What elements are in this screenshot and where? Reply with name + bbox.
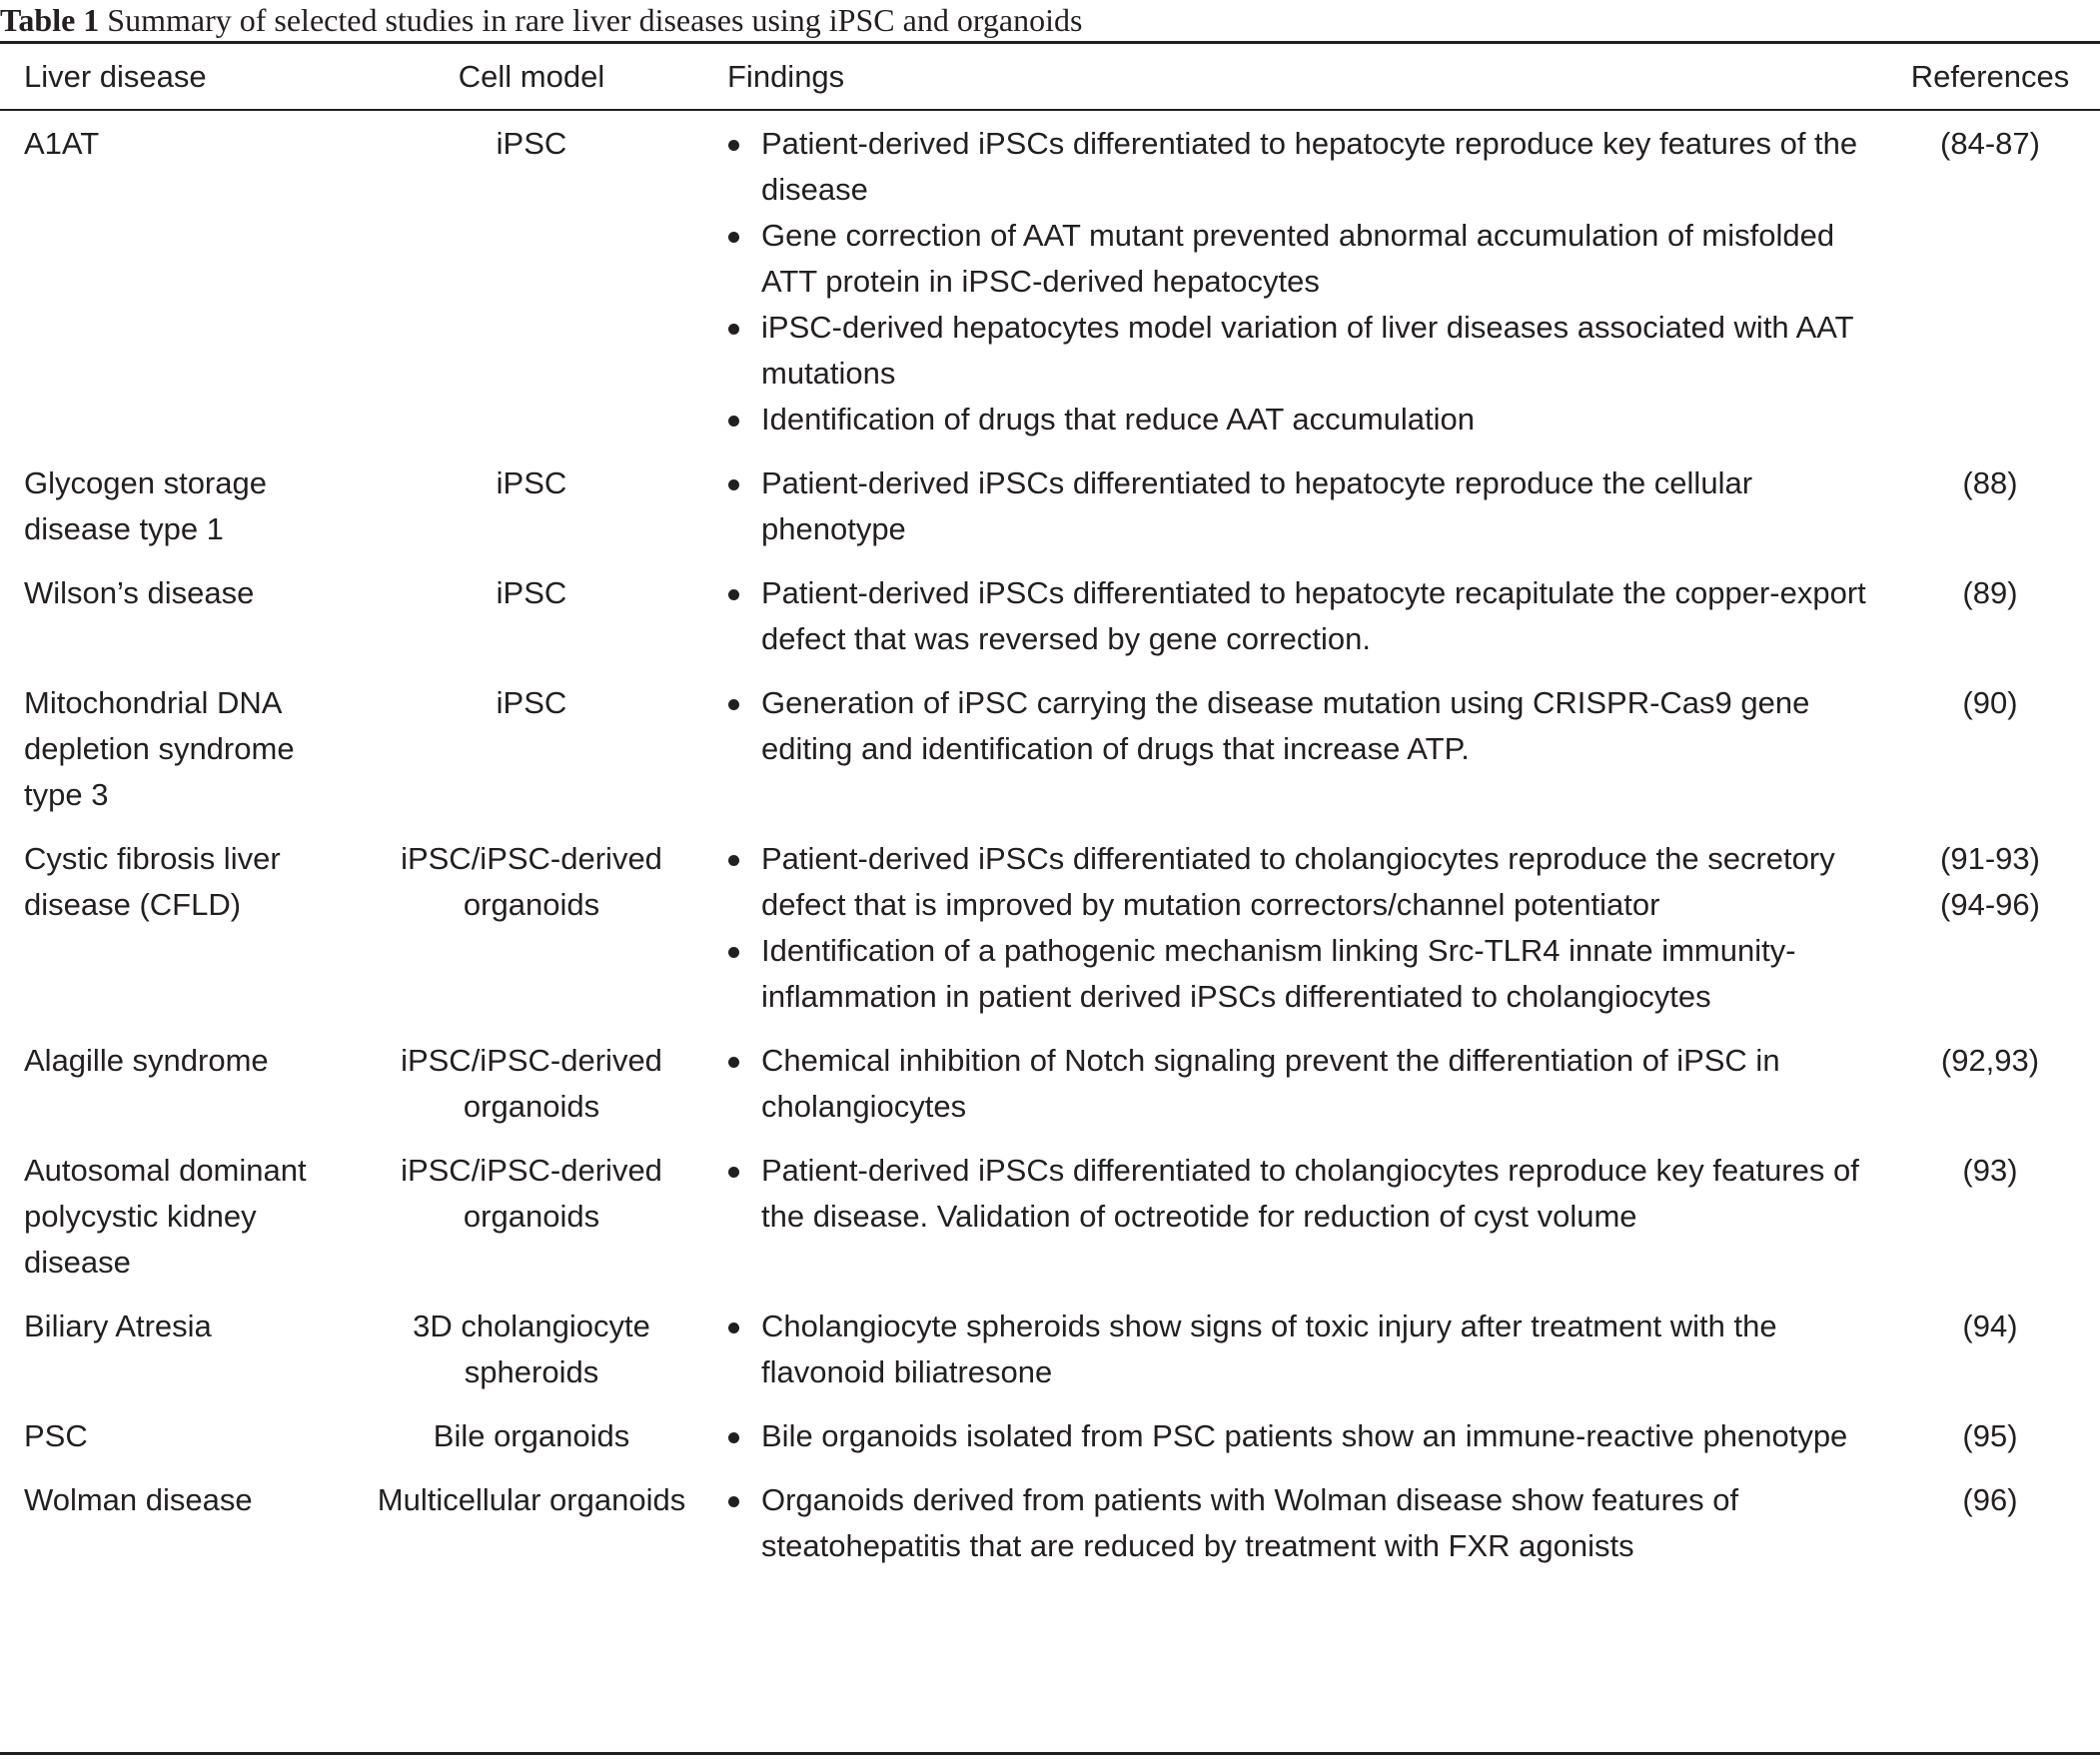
bullet-icon (728, 232, 739, 243)
references-cell (1880, 680, 2100, 726)
bullet-icon (728, 699, 739, 710)
reference-text: (90) (1962, 685, 2018, 720)
cell-model-cell: iPSC/iPSC-derived organoids (401, 1153, 662, 1234)
header-references: References (1910, 58, 2070, 94)
table-header-row (0, 44, 2100, 109)
bullet-icon (728, 140, 739, 151)
finding-text: Patient-derived iPSCs differentiated to hepatocyte reproduce key features of the disease (761, 126, 1858, 207)
finding-item (727, 1477, 1870, 1569)
bullet-icon (728, 947, 739, 958)
table-row (0, 121, 2100, 442)
bullet-icon (728, 1432, 739, 1443)
cell-model-cell: iPSC (496, 685, 567, 720)
findings-list (727, 460, 1870, 552)
finding-text: Patient-derived iPSCs differentiated to cholangiocytes reproduce the secretory defect that is improved by mutation correctors/channel potentiator (761, 841, 1835, 922)
cell-model-cell: iPSC (496, 465, 567, 500)
findings-list (727, 1304, 1870, 1395)
finding-text: Patient-derived iPSCs differentiated to hepatocyte recapitulate the copper-export defect that was reversed by gene correction. (761, 575, 1866, 656)
liver-disease-cell: A1AT (24, 126, 100, 161)
finding-text: Identification of a pathogenic mechanism linking Src-TLR4 innate immunity-inflammation in patient derived iPSCs differentiated to cholangiocytes (761, 933, 1796, 1014)
bullet-icon (728, 1322, 739, 1333)
table-row (0, 1038, 2100, 1130)
findings-list (727, 570, 1870, 662)
reference-text: (95) (1962, 1418, 2018, 1453)
bullet-icon (728, 479, 739, 490)
findings-cell (703, 460, 1880, 552)
liver-disease-cell: Glycogen storage disease type 1 (24, 465, 267, 546)
findings-list (727, 1477, 1870, 1569)
finding-item (727, 1148, 1870, 1240)
findings-cell (703, 836, 1880, 1020)
finding-item (727, 121, 1870, 213)
findings-list (727, 836, 1870, 1020)
references-cell (1880, 121, 2100, 167)
header-findings: Findings (727, 58, 845, 94)
liver-disease-cell: Alagille syndrome (24, 1043, 269, 1078)
table-row (0, 680, 2100, 818)
finding-text: iPSC-derived hepatocytes model variation of liver diseases associated with AAT mutations (761, 310, 1854, 391)
findings-cell (703, 1413, 1880, 1459)
finding-text: Organoids derived from patients with Wolman disease show features of steatohepatitis that are reduced by treatment with FXR agonists (761, 1482, 1739, 1563)
finding-item (727, 570, 1870, 662)
table-row (0, 1304, 2100, 1395)
references-cell (1880, 460, 2100, 506)
references-cell (1880, 1038, 2100, 1084)
finding-item (727, 213, 1870, 305)
references-cell (1880, 1413, 2100, 1459)
liver-disease-cell: PSC (24, 1418, 88, 1453)
header-liver-disease: Liver disease (24, 58, 207, 94)
finding-text: Generation of iPSC carrying the disease mutation using CRISPR-Cas9 gene editing and identification of drugs that increase ATP. (761, 685, 1810, 766)
findings-list (727, 121, 1870, 442)
liver-disease-cell: Autosomal dominant polycystic kidney disease (24, 1153, 307, 1280)
reference-text: (89) (1962, 575, 2018, 610)
cell-model-cell: 3D cholangiocyte spheroids (413, 1309, 650, 1389)
liver-disease-cell: Mitochondrial DNA depletion syndrome type 3 (24, 685, 295, 812)
findings-list (727, 1413, 1870, 1459)
findings-cell (703, 1304, 1880, 1395)
cell-model-cell: iPSC/iPSC-derived organoids (401, 841, 662, 922)
table-label: Table 1 (0, 2, 100, 38)
findings-list (727, 680, 1870, 772)
bullet-icon (728, 855, 739, 866)
table-row (0, 570, 2100, 662)
bullet-icon (728, 1057, 739, 1068)
findings-cell (703, 680, 1880, 772)
finding-text: Chemical inhibition of Notch signaling prevent the differentiation of iPSC in cholangiocytes (761, 1043, 1780, 1124)
table-row (0, 1477, 2100, 1569)
findings-cell (703, 1038, 1880, 1130)
reference-text: (88) (1962, 465, 2018, 500)
liver-disease-cell: Biliary Atresia (24, 1309, 212, 1343)
finding-item (727, 928, 1870, 1020)
finding-text: Gene correction of AAT mutant prevented abnormal accumulation of misfolded ATT protein in iPSC-derived hepatocytes (761, 218, 1835, 299)
finding-item (727, 305, 1870, 397)
finding-text: Cholangiocyte spheroids show signs of toxic injury after treatment with the flavonoid biliatresone (761, 1309, 1777, 1389)
findings-cell (703, 1477, 1880, 1569)
reference-text: (84-87) (1940, 126, 2040, 161)
findings-list (727, 1038, 1870, 1130)
references-cell (1880, 1304, 2100, 1349)
table-title: Summary of selected studies in rare liver diseases using iPSC and organoids (99, 2, 1083, 38)
cell-model-cell: Bile organoids (433, 1418, 630, 1453)
cell-model-cell: iPSC (496, 126, 567, 161)
studies-table (0, 44, 2100, 1569)
finding-text: Patient-derived iPSCs differentiated to cholangiocytes reproduce key features of the disease. Validation of octreotide for reduction of cyst volume (761, 1153, 1859, 1234)
table-row (0, 1413, 2100, 1459)
liver-disease-cell: Wolman disease (24, 1482, 253, 1517)
liver-disease-cell: Cystic fibrosis liver disease (CFLD) (24, 841, 281, 922)
header-cell-model: Cell model (458, 58, 605, 94)
cell-model-cell: iPSC/iPSC-derived organoids (401, 1043, 662, 1124)
bullet-icon (728, 324, 739, 335)
finding-item (727, 680, 1870, 772)
reference-text: (93) (1962, 1153, 2018, 1188)
references-cell (1880, 1477, 2100, 1523)
table-row (0, 1148, 2100, 1286)
findings-cell (703, 1148, 1880, 1240)
reference-text: (92,93) (1940, 1043, 2040, 1078)
table-row (0, 460, 2100, 552)
bullet-icon (728, 589, 739, 600)
finding-item (727, 397, 1870, 442)
finding-text: Bile organoids isolated from PSC patients show an immune-reactive phenotype (761, 1418, 1848, 1453)
reference-text: (94) (1962, 1309, 2018, 1343)
references-cell (1880, 836, 2100, 928)
table-caption (0, 0, 1082, 40)
finding-item (727, 1038, 1870, 1130)
cell-model-cell: Multicellular organoids (377, 1482, 686, 1517)
references-cell (1880, 570, 2100, 616)
reference-text: (91-93) (1940, 841, 2040, 876)
finding-text: Patient-derived iPSCs differentiated to hepatocyte reproduce the cellular phenotype (761, 465, 1753, 546)
reference-text: (94-96) (1940, 887, 2040, 922)
references-cell (1880, 1148, 2100, 1194)
finding-text: Identification of drugs that reduce AAT accumulation (761, 402, 1475, 437)
finding-item (727, 1304, 1870, 1395)
findings-cell (703, 121, 1880, 442)
bullet-icon (728, 416, 739, 427)
liver-disease-cell: Wilson’s disease (24, 575, 255, 610)
finding-item (727, 836, 1870, 928)
bullet-icon (728, 1496, 739, 1507)
reference-text: (96) (1962, 1482, 2018, 1517)
table-row (0, 836, 2100, 1020)
bullet-icon (728, 1167, 739, 1178)
finding-item (727, 1413, 1870, 1459)
cell-model-cell: iPSC (496, 575, 567, 610)
findings-list (727, 1148, 1870, 1240)
bottom-rule (0, 1752, 2100, 1755)
table-body (0, 109, 2100, 1569)
finding-item (727, 460, 1870, 552)
findings-cell (703, 570, 1880, 662)
